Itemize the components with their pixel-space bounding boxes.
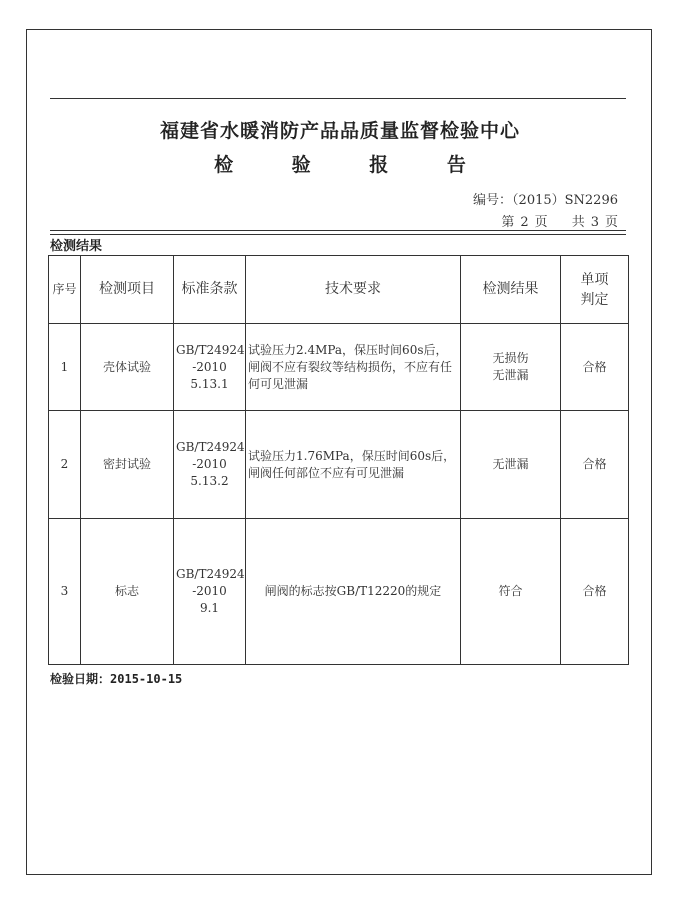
row-verdict: 合格: [561, 411, 629, 519]
standard-line: 5.13.1: [190, 376, 229, 391]
page-prefix: 第: [501, 215, 515, 230]
standard-line: -2010: [192, 584, 227, 598]
serial-label: 编号：: [473, 193, 513, 208]
report-meta: [473, 190, 618, 234]
row-standard: [174, 324, 246, 411]
page-total-prefix: 共: [571, 215, 585, 230]
row-requirement: 试验压力1.76MPa，保压时间60s后，闸阀任何部位不应有可见泄漏: [246, 411, 461, 519]
page-total: 3: [590, 215, 599, 230]
row-result: [461, 324, 561, 411]
row-result: [461, 519, 561, 665]
table-row: [49, 519, 629, 665]
row-seq: 3: [49, 519, 81, 665]
col-header-standard: 标准条款: [174, 256, 246, 324]
standard-line: -2010: [192, 457, 227, 471]
date-value: 2015-10-15: [110, 672, 183, 686]
row-standard: [174, 411, 246, 519]
standard-line: GB/T24924: [176, 342, 245, 357]
row-verdict: 合格: [561, 324, 629, 411]
col-header-result: 检测结果: [461, 256, 561, 324]
row-seq: 1: [49, 324, 81, 411]
org-title: 福建省水暖消防产品品质量监督检验中心: [159, 120, 520, 142]
col-header-item: 检测项目: [81, 256, 174, 324]
report-title: 检 验 报 告: [214, 154, 492, 176]
result-line: 符合: [498, 584, 523, 598]
standard-line: -2010: [192, 359, 227, 374]
table-header-row: [49, 256, 629, 324]
section-label: 检测结果: [50, 239, 103, 254]
serial-value: （2015）SN2296: [512, 193, 618, 208]
row-seq: 2: [49, 411, 81, 519]
page-suffix: 页: [604, 215, 618, 230]
row-standard: [174, 519, 246, 665]
top-rule: [50, 98, 626, 99]
serial-number: [473, 190, 618, 212]
row-verdict: 合格: [561, 519, 629, 665]
row-result: [461, 411, 561, 519]
results-table: [48, 255, 629, 665]
inspection-date: [50, 670, 182, 687]
table-row: [49, 411, 629, 519]
standard-line: GB/T24924: [176, 440, 245, 454]
result-line: 无泄漏: [492, 457, 529, 471]
standard-line: 5.13.2: [190, 474, 229, 488]
date-label: 检验日期：: [50, 672, 111, 686]
standard-line: GB/T24924: [176, 567, 245, 581]
row-requirement: 试验压力2.4MPa，保压时间60s后，闸阀不应有裂纹等结构损伤，不应有任何可见泄漏: [246, 324, 461, 411]
row-item: 密封试验: [81, 411, 174, 519]
page-current: 2: [520, 215, 529, 230]
standard-line: 9.1: [199, 601, 220, 615]
result-line: 无损伤: [492, 351, 529, 365]
row-item: 标志: [81, 519, 174, 665]
result-line: 无泄漏: [492, 368, 529, 382]
col-header-seq: 序号: [49, 256, 81, 324]
page-mid: 页: [534, 215, 548, 230]
col-header-verdict-text: 单项 判定: [580, 271, 609, 308]
table-row: [49, 324, 629, 411]
row-item: 壳体试验: [81, 324, 174, 411]
row-requirement: 闸阀的标志按GB/T12220的规定: [246, 519, 461, 665]
col-header-verdict: [561, 256, 629, 324]
header-double-rule: [50, 230, 626, 235]
col-header-requirement: 技术要求: [246, 256, 461, 324]
